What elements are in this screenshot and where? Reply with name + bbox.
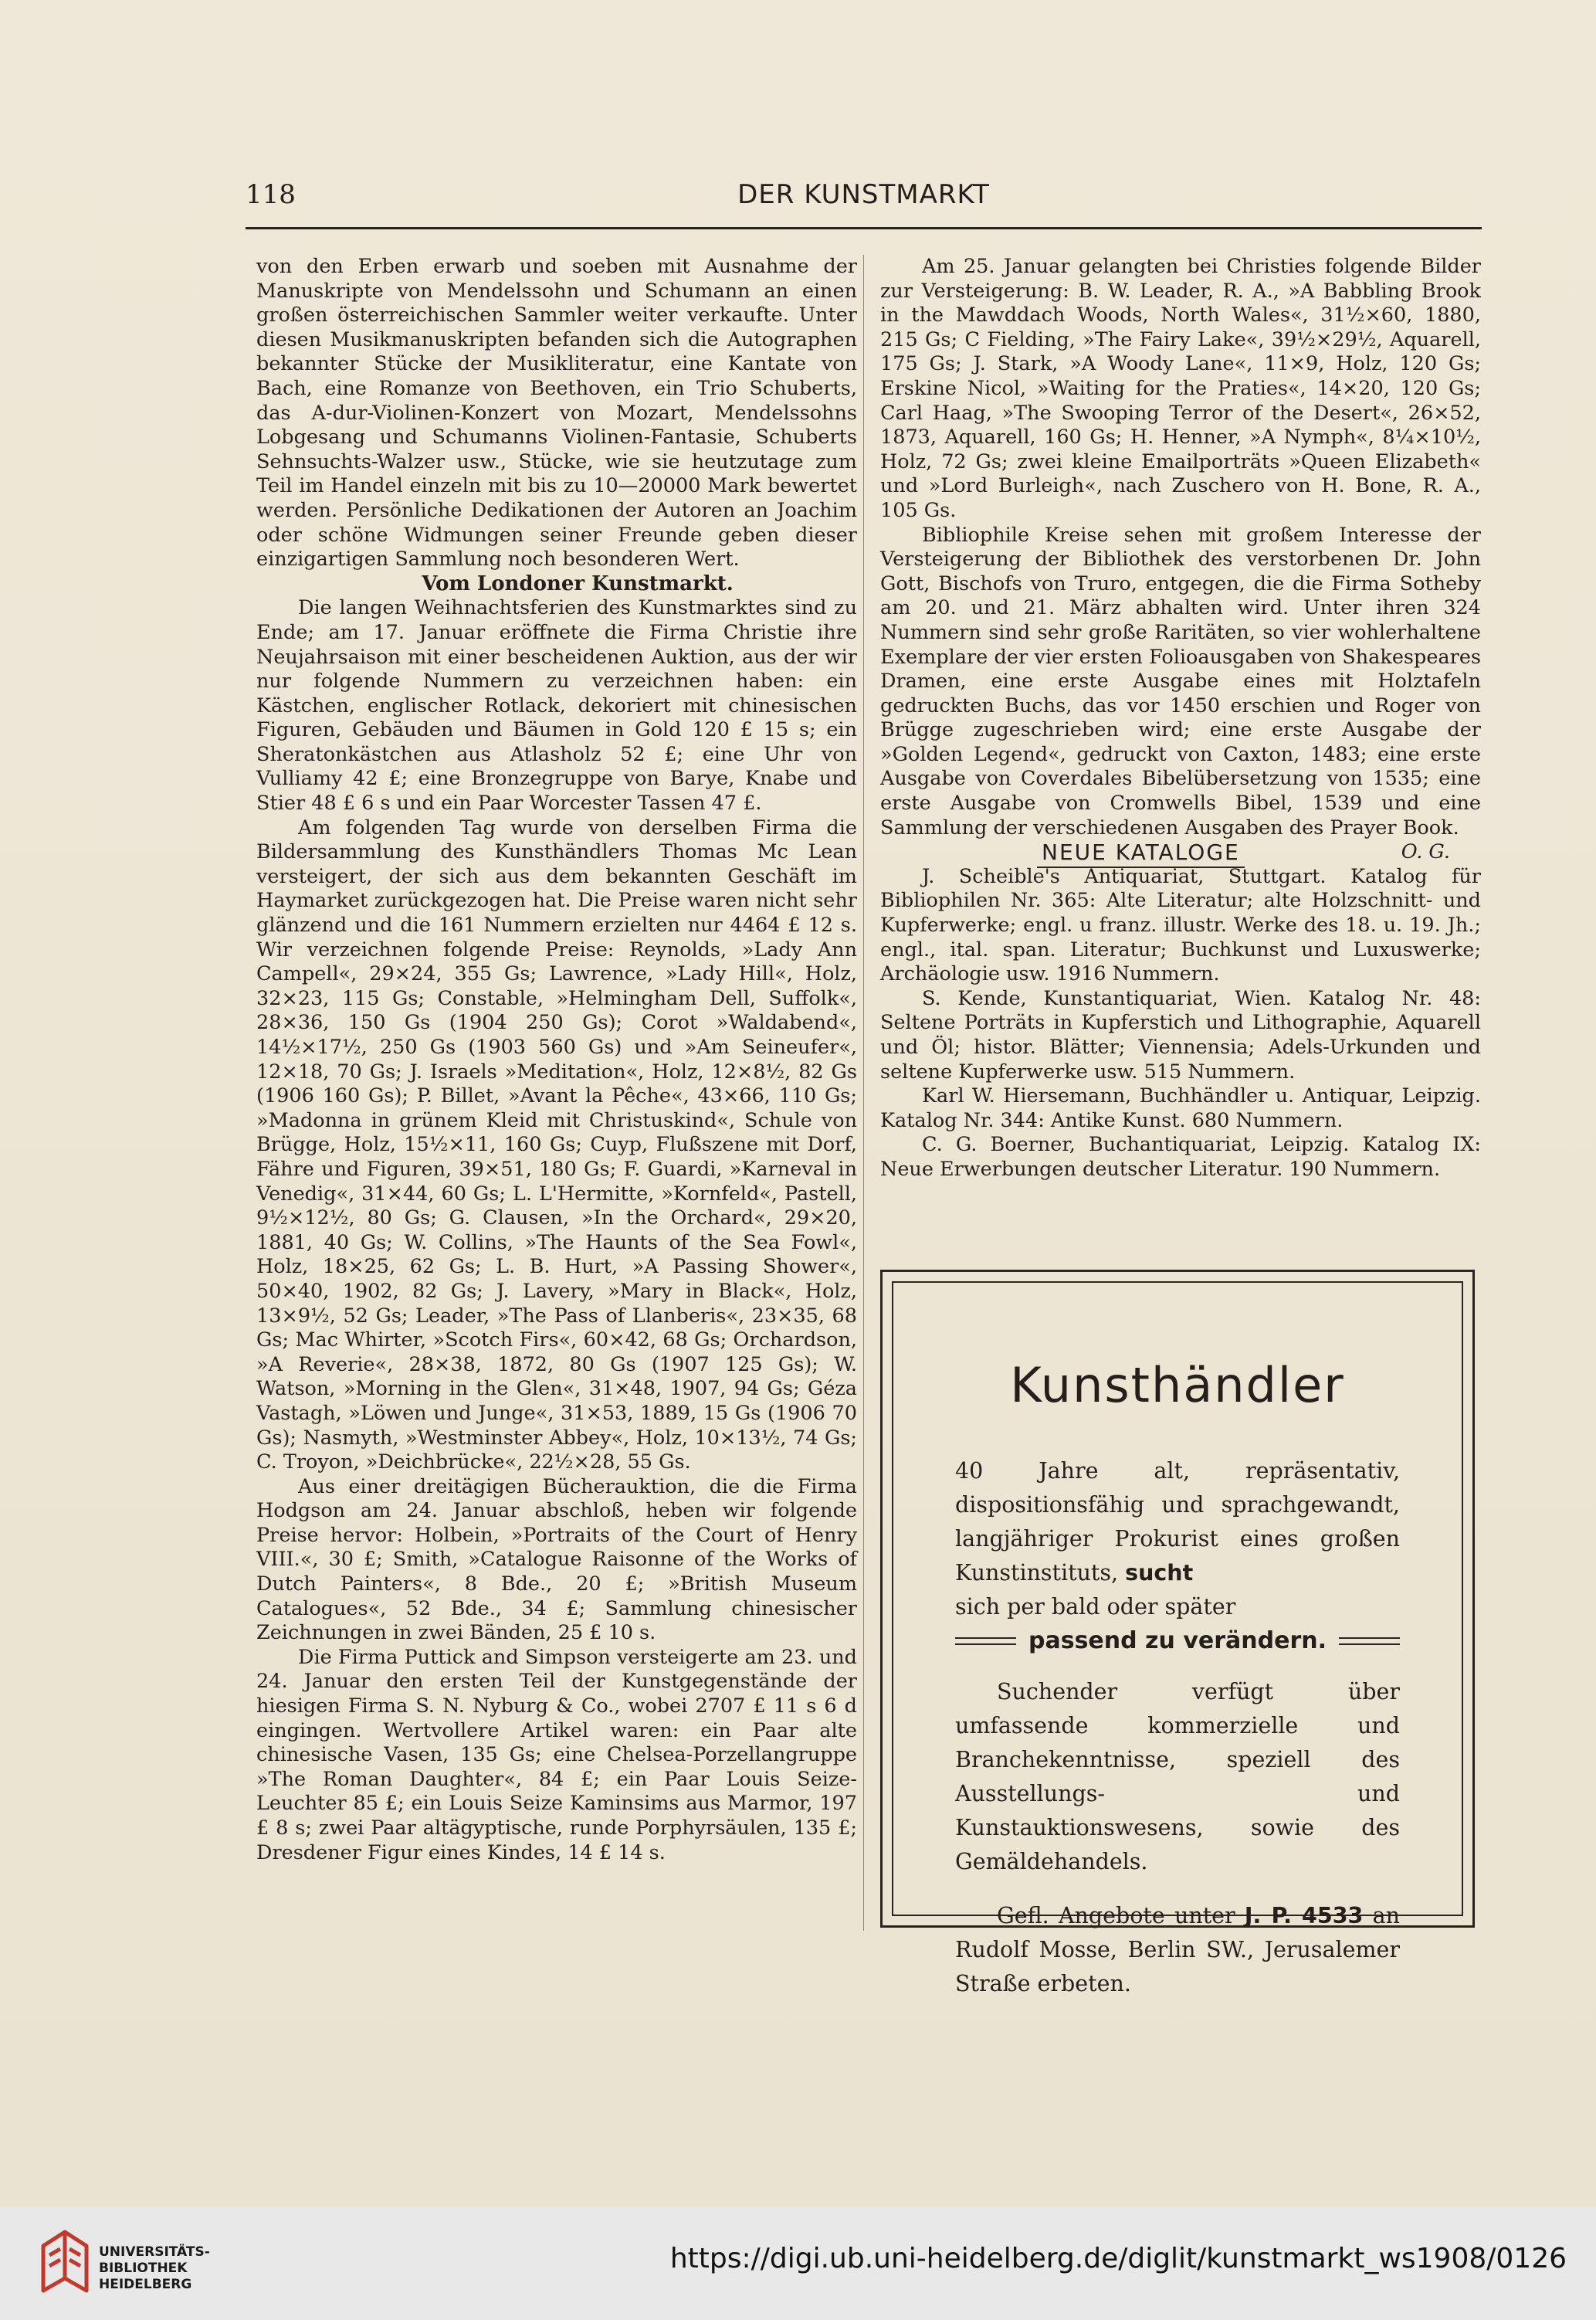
heidelberg-book-logo-icon bbox=[37, 2224, 93, 2298]
library-footer bbox=[0, 2207, 1596, 2320]
running-head bbox=[246, 179, 1482, 215]
advertisement-box bbox=[880, 1270, 1475, 1996]
catalog-entry: J. Scheible's Antiquariat, Stuttgart. Katalog für Bibliophilen Nr. 365: Alte Literatur; alte Holzschnitt- und Kupferwerke; engl. u franz. illustr. Werke des 18. u. 19. Jh.; engl., ital. span. Literatur; Buchkunst und Luxuswerke; Archäologie usw. 1916 Nummern. bbox=[880, 864, 1481, 986]
institution-name bbox=[99, 2244, 210, 2293]
catalog-entry: C. G. Boerner, Buchantiquariat, Leipzig. Katalog IX: Neue Erwerbungen deutscher Literatur. 190 Nummern. bbox=[880, 1133, 1481, 1181]
double-rule-left bbox=[955, 1637, 1016, 1645]
advertisement-text bbox=[955, 1454, 1400, 2001]
paragraph: von den Erben erwarb und soeben mit Ausnahme der Manuskripte von Mendelssohn und Schumann an einen großen österreichischen Sammler weiter verkaufte. Unter diesen Musikmanuskripten befanden sich die Autographen bekannter Stücke der Musikliteratur, eine Kantate von Bach, eine Romanze von Beethoven, ein Trio Schuberts, das A-dur-Violinen-Konzert von Mozart, Mendelssohns Lobgesang und Schumanns Violinen-Fantasie, Schuberts Sehnsuchts-Walzer usw., Stücke, wie sie heutzutage zum Teil im Handel einzeln mit bis zu 10—20000 Mark bewertet werden. Persönliche Dedikationen der Autoren an Joachim oder schöne Widmungen seiner Freunde geben dieser einzigartigen Sammlung noch besonderen Wert. bbox=[256, 255, 857, 572]
catalog-section-title-text: NEUE KATALOGE bbox=[1037, 839, 1245, 868]
paragraph: Aus einer dreitägigen Bücherauktion, die die Firma Hodgson am 24. Januar abschloß, heben wir folgende Preise hervor: Holbein, »Portraits of the Court of Henry VIII.«, 30 £; Smith, »Catalogue Raisonne of the Works of Dutch Painters«, 8 Bde., 20 £; »British Museum Catalogues«, 52 Bde., 34 £; Sammlung chinesischer Zeichnungen in zwei Bänden, 25 £ 10 s. bbox=[256, 1474, 857, 1645]
institution-line: UNIVERSITÄTS- bbox=[99, 2244, 210, 2260]
ad-spacer bbox=[955, 1879, 1400, 1899]
journal-title: DER KUNSTMARKT bbox=[737, 179, 990, 210]
header-rule bbox=[246, 227, 1482, 229]
paragraph-text: Bibliophile Kreise sehen mit großem Interesse der Versteigerung der Bibliothek des verstorbenen Dr. John Gott, Bischofs von Truro, entgegen, die die Firma Sotheby am 20. und 21. März abhalten wird. Unter ihren 324 Nummern sind sehr große Raritäten, so vier wohlerhaltene Exemplare der vier ersten Folioausgaben von Shakespeares Dramen, eine erste Ausgabe eines mit Holztafeln gedruckten Buchs, das vor 1450 erschien und Roger von Brügge zugeschrieben wird; eine erste Ausgabe der »Golden Legend«, gedruckt von Caxton, 1483; eine erste Ausgabe von Coverdales Bibelübersetzung von 1535; eine erste Ausgabe von Cromwells Bibel, 1539 und eine Sammlung der verschiedenen Ausgaben des Prayer Book. bbox=[880, 523, 1481, 839]
ad-box-code: J. P. 4533 bbox=[1244, 1903, 1364, 1928]
paragraph: Die Firma Puttick and Simpson versteigerte am 23. und 24. Januar den ersten Teil der Kunstgegenstände der hiesigen Firma S. N. Nyburg & Co., wobei 2707 £ 11 s 6 d eingingen. Wertvollere Artikel waren: ein Paar alte chinesische Vasen, 135 Gs; eine Chelsea-Porzellangruppe »The Roman Daughter«, 84 £; ein Paar Louis Seize-Leuchter 85 £; ein Louis Seize Kaminsims aus Marmor, 197 £ 8 s; zwei Paar altägyptische, runde Porphyrsäulen, 135 £; Dresdener Figur eines Kindes, 14 £ 14 s. bbox=[256, 1645, 857, 1864]
ad-text-bold: sucht bbox=[1125, 1560, 1194, 1586]
paragraph: Die langen Weihnachtsferien des Kunstmarktes sind zu Ende; am 17. Januar eröffnete die Firma Christie ihre Neujahrsaison mit einer bescheidenen Auktion, aus der wir nur folgende Nummern zu verzeichnen haben: ein Kästchen, englischer Rotlack, dekoriert mit chinesischen Figuren, Gebäuden und Bäumen in Gold 120 £ 15 s; ein Sheratonkästchen aus Atlasholz 52 £; eine Uhr von Vulliamy 42 £; eine Bronzegruppe von Barye, Knabe und Stier 48 £ 6 s und ein Paar Worcester Tassen 47 £. bbox=[256, 596, 857, 816]
ad-paragraph: sich per bald oder später bbox=[955, 1594, 1236, 1620]
source-url-link[interactable]: https://digi.ub.uni-heidelberg.de/diglit/kunstmarkt_ws1908/0126 bbox=[669, 2243, 1567, 2274]
catalog-entry: S. Kende, Kunstantiquariat, Wien. Katalog Nr. 48: Seltene Porträts in Kupferstich und Lithographie, Aquarell und Öl; histor. Blätter; Viennensia; Adels-Urkunden und seltene Kupferwerke usw. 515 Nummern. bbox=[880, 986, 1481, 1084]
left-column bbox=[256, 255, 857, 1865]
paragraph: Am 25. Januar gelangten bei Christies folgende Bilder zur Versteigerung: B. W. Leader, R. A., »A Babbling Brook in the Mawddach Woods, North Wales«, 31½×60, 1880, 215 Gs; C Fielding, »The Fairy Lake«, 39½×29½, Aquarell, 175 Gs; J. Stark, »A Woody Lane«, 11×9, Holz, 120 Gs; Erskine Nicol, »Waiting for the Praties«, 14×20, 120 Gs; Carl Haag, »The Swooping Terror of the Desert«, 26×52, 1873, Aquarell, 160 Gs; H. Henner, »A Nymph«, 8¼×10½, Holz, 72 Gs; zwei kleine Emailporträts »Queen Elizabeth« und »Lord Burleigh«, nach Zuschero von H. Bone, R. A., 105 Gs. bbox=[880, 255, 1481, 522]
paragraph: Am folgenden Tag wurde von derselben Firma die Bildersammlung des Kunsthändlers Thomas Mc Lean versteigert, der sich aus dem bekannten Geschäft im Haymarket zurückgezogen hat. Die Preise waren nicht sehr glänzend und die 161 Nummern erzielten nur 4464 £ 12 s. Wir verzeichnen folgende Preise: Reynolds, »Lady Ann Campell«, 29×24, 355 Gs; Lawrence, »Lady Hill«, Holz, 32×23, 115 Gs; Constable, »Helmingham Dell, Suffolk«, 28×36, 150 Gs (1904 250 Gs); Corot »Waldabend«, 14½×17½, 250 Gs (1903 560 Gs) und »Am Seineufer«, 12×18, 70 Gs; J. Israels »Meditation«, Holz, 12×8½, 82 Gs (1906 160 Gs); P. Billet, »Avant la Pêche«, 43×66, 110 Gs; »Madonna in grünem Kleid mit Christuskind«, Schule von Brügge, Holz, 15½×11, 160 Gs; Cuyp, Flußszene mit Dorf, Fähre und Figuren, 39×51, 180 Gs; F. Guardi, »Karneval in Venedig«, 31×44, 60 Gs; L. L'Hermitte, »Kornfeld«, Pastell, 9½×12½, 80 Gs; G. Clausen, »In the Orchard«, 29×20, 1881, 40 Gs; W. Collins, »The Haunts of the Sea Fowl«, Holz, 18×25, 62 Gs; L. B. Hurt, »A Passing Shower«, 50×40, 1902, 82 Gs; J. Lavery, »Mary in Black«, Holz, 13×9½, 52 Gs; Leader, »The Pass of Llanberis«, 23×35, 68 Gs; Mac Whirter, »Scotch Firs«, 60×42, 68 Gs; Orchardson, »A Reverie«, 28×38, 1872, 80 Gs (1907 125 Gs); W. Watson, »Morning in the Glen«, 31×48, 1907, 94 Gs; Géza Vastagh, »Löwen und Junge«, 31×53, 1889, 15 Gs (1906 70 Gs); Nasmyth, »Westminster Abbey«, Holz, 10×13½, 74 Gs; C. Troyon, »Deichbrücke«, 22½×28, 55 Gs. bbox=[256, 816, 857, 1474]
ad-headline-text: passend zu verändern. bbox=[1028, 1627, 1327, 1654]
advertisement-inner-frame bbox=[892, 1281, 1463, 1996]
right-column bbox=[880, 255, 1481, 1182]
catalog-entry: Karl W. Hiersemann, Buchhändler u. Antiquar, Leipzig. Katalog Nr. 344: Antike Kunst. 680 Nummern. bbox=[880, 1084, 1481, 1132]
institution-line: BIBLIOTHEK bbox=[99, 2261, 188, 2276]
page-number: 118 bbox=[246, 179, 296, 210]
ad-text-1: 40 Jahre alt, repräsentativ, dispositionsfähig und sprachgewandt, langjähriger Prokurist eines großen Kunstinstituts, bbox=[955, 1458, 1400, 1586]
ad-text-4-pre: Gefl. Angebote unter bbox=[997, 1903, 1235, 1928]
ad-headline bbox=[955, 1624, 1400, 1658]
advertisement-title: Kunsthändler bbox=[1010, 1357, 1345, 1413]
author-signature: O. G. bbox=[1401, 840, 1450, 864]
ad-paragraph bbox=[955, 1454, 1400, 1590]
column-divider bbox=[863, 255, 864, 1931]
ad-paragraph bbox=[955, 1899, 1400, 2001]
ad-text-4-post: an Rudolf Mosse, Berlin SW., Jerusalemer Straße erbeten. bbox=[955, 1903, 1401, 1996]
institution-line: HEIDELBERG bbox=[99, 2277, 192, 2292]
section-title: Vom Londoner Kunstmarkt. bbox=[422, 572, 734, 595]
ad-paragraph: Suchender verfügt über umfassende kommerzielle und Branchekenntnisse, speziell des Ausstellungs- und Kunstauktionswesens, sowie des Gemäldehandels. bbox=[955, 1679, 1400, 1874]
double-rule-right bbox=[1339, 1637, 1400, 1645]
